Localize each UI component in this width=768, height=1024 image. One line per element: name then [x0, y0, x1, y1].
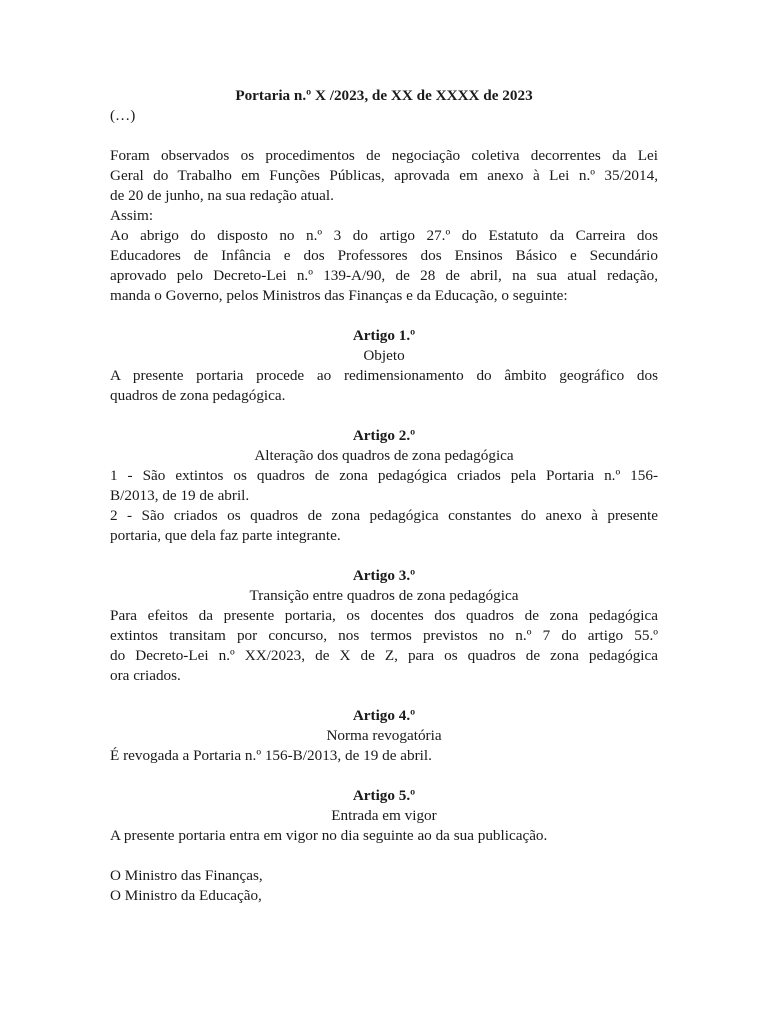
- article-2: [110, 426, 658, 546]
- signatures: [110, 866, 658, 906]
- preamble-line: Geral do Trabalho em Funções Públicas, aprovada em anexo à Lei n.º 35/2014,: [110, 167, 658, 184]
- document-title: Portaria n.º X /2023, de XX de XXXX de 2023: [235, 87, 533, 104]
- document-page: [110, 86, 658, 906]
- article-line: portaria, que dela faz parte integrante.: [110, 527, 341, 544]
- spacer: [110, 306, 658, 326]
- article-line: B/2013, de 19 de abril.: [110, 487, 250, 504]
- article-line: Para efeitos da presente portaria, os docentes dos quadros de zona pedagógica: [110, 607, 658, 624]
- article-4: [110, 706, 658, 766]
- preamble: [110, 146, 658, 306]
- article-subtitle: Norma revogatória: [326, 727, 442, 744]
- article-heading: Artigo 4.º: [352, 707, 416, 724]
- article-line: A presente portaria entra em vigor no dia seguinte ao da sua publicação.: [110, 827, 548, 844]
- article-subtitle: Transição entre quadros de zona pedagógica: [249, 587, 519, 604]
- article-subtitle: Objeto: [363, 347, 405, 364]
- article-line: A presente portaria procede ao redimensionamento do âmbito geográfico dos: [110, 367, 658, 384]
- spacer: [110, 546, 658, 566]
- signature-line: O Ministro da Educação,: [110, 887, 262, 904]
- article-line: 1 - São extintos os quadros de zona pedagógica criados pela Portaria n.º 156-: [110, 467, 658, 484]
- article-line: do Decreto-Lei n.º XX/2023, de X de Z, para os quadros de zona pedagógica: [110, 647, 658, 664]
- article-heading: Artigo 1.º: [352, 327, 416, 344]
- article-subtitle: Alteração dos quadros de zona pedagógica: [254, 447, 514, 464]
- article-heading: Artigo 5.º: [352, 787, 416, 804]
- preamble-line: aprovado pelo Decreto-Lei n.º 139-A/90, de 28 de abril, na sua atual redação,: [110, 267, 658, 284]
- article-1: [110, 326, 658, 406]
- preamble-line: Educadores de Infância e dos Professores dos Ensinos Básico e Secundário: [110, 247, 658, 264]
- article-heading: Artigo 3.º: [352, 567, 416, 584]
- article-line: extintos transitam por concurso, nos termos previstos no n.º 7 do artigo 55.º: [110, 627, 658, 644]
- signature-line: O Ministro das Finanças,: [110, 867, 263, 884]
- article-subtitle: Entrada em vigor: [331, 807, 437, 824]
- preamble-assim: Assim:: [110, 207, 154, 224]
- spacer: [110, 846, 658, 866]
- preamble-line: Ao abrigo do disposto no n.º 3 do artigo 27.º do Estatuto da Carreira dos: [110, 227, 658, 244]
- article-3: [110, 566, 658, 686]
- spacer: [110, 406, 658, 426]
- article-line: 2 - São criados os quadros de zona pedagógica constantes do anexo à presente: [110, 507, 658, 524]
- spacer: [110, 766, 658, 786]
- preamble-line: manda o Governo, pelos Ministros das Finanças e da Educação, o seguinte:: [110, 287, 568, 304]
- preamble-line: Foram observados os procedimentos de negociação coletiva decorrentes da Lei: [110, 147, 658, 164]
- spacer: [110, 686, 658, 706]
- article-line: ora criados.: [110, 667, 181, 684]
- spacer: [110, 126, 658, 146]
- ellipsis: (…): [110, 107, 136, 124]
- article-5: [110, 786, 658, 846]
- article-heading: Artigo 2.º: [352, 427, 416, 444]
- article-line: quadros de zona pedagógica.: [110, 387, 286, 404]
- preamble-line: de 20 de junho, na sua redação atual.: [110, 187, 334, 204]
- article-line: É revogada a Portaria n.º 156-B/2013, de 19 de abril.: [110, 747, 432, 764]
